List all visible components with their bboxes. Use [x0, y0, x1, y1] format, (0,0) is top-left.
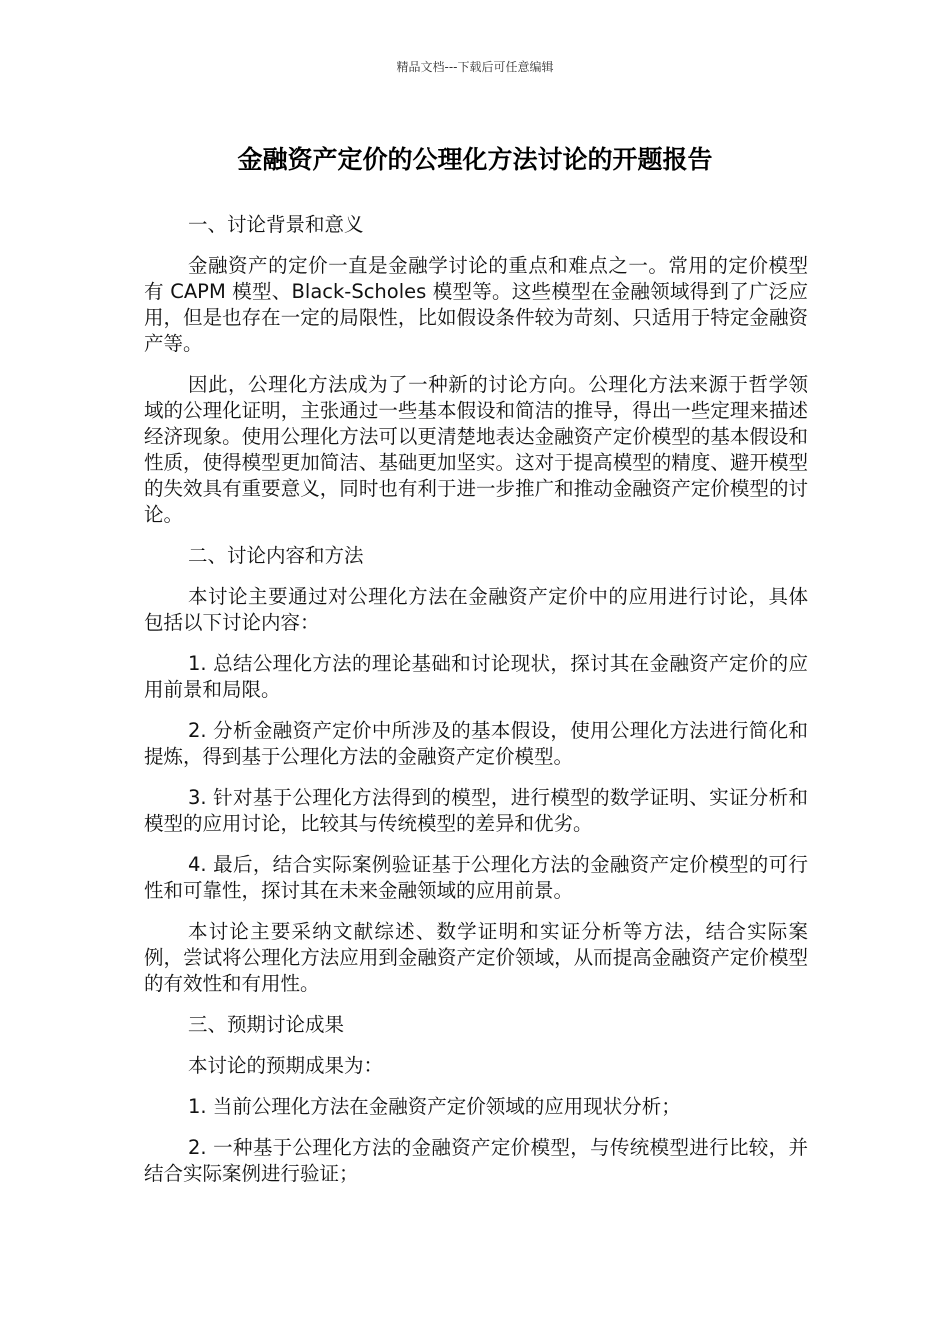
document-body	[144, 212, 808, 1202]
paragraph-content-intro: 本讨论主要通过对公理化方法在金融资产定价中的应用进行讨论，具体包括以下讨论内容：	[144, 585, 808, 634]
paragraph-background-2: 因此，公理化方法成为了一种新的讨论方向。公理化方法来源于哲学领域的公理化证明，主张通过一些基本假设和简洁的推导，得出一些定理来描述经济现象。使用公理化方法可以更清楚地表达金融资产定价模型的基本假设和性质，使得模型更加简洁、基础更加坚实。这对于提高模型的精度、避开模型的失效具有重要意义，同时也有利于进一步推广和推动金融资产定价模型的讨论。	[144, 373, 808, 526]
section-heading-results: 三、预期讨论成果	[188, 1013, 345, 1036]
paragraph-results-intro: 本讨论的预期成果为：	[188, 1054, 384, 1077]
list-item-content-4: 4. 最后，结合实际案例验证基于公理化方法的金融资产定价模型的可行性和可靠性，探讨其在未来金融领域的应用前景。	[144, 853, 808, 902]
list-item-content-1: 1. 总结公理化方法的理论基础和讨论现状，探讨其在金融资产定价的应用前景和局限。	[144, 652, 808, 701]
paragraph-background-1: 金融资产的定价一直是金融学讨论的重点和难点之一。常用的定价模型有 CAPM 模型、Black-Scholes 模型等。这些模型在金融领域得到了广泛应用，但是也存在一定的局限性，比如假设条件较为苛刻、只适用于特定金融资产等。	[144, 254, 808, 355]
list-item-content-3: 3. 针对基于公理化方法得到的模型，进行模型的数学证明、实证分析和模型的应用讨论，比较其与传统模型的差异和优劣。	[144, 786, 808, 835]
list-item-results-1: 1. 当前公理化方法在金融资产定价领域的应用现状分析；	[188, 1095, 681, 1118]
list-item-content-2: 2. 分析金融资产定价中所涉及的基本假设，使用公理化方法进行简化和提炼，得到基于公理化方法的金融资产定价模型。	[144, 719, 808, 768]
section-heading-background: 一、讨论背景和意义	[188, 213, 364, 236]
paragraph-methods: 本讨论主要采纳文献综述、数学证明和实证分析等方法，结合实际案例，尝试将公理化方法应用到金融资产定价领域，从而提高金融资产定价模型的有效性和有用性。	[144, 920, 808, 995]
section-heading-content: 二、讨论内容和方法	[188, 544, 364, 567]
document-title: 金融资产定价的公理化方法讨论的开题报告	[237, 145, 713, 174]
header-note: 精品文档---下载后可任意编辑	[396, 60, 554, 74]
list-item-results-2: 2. 一种基于公理化方法的金融资产定价模型，与传统模型进行比较，并结合实际案例进行验证；	[144, 1136, 808, 1185]
